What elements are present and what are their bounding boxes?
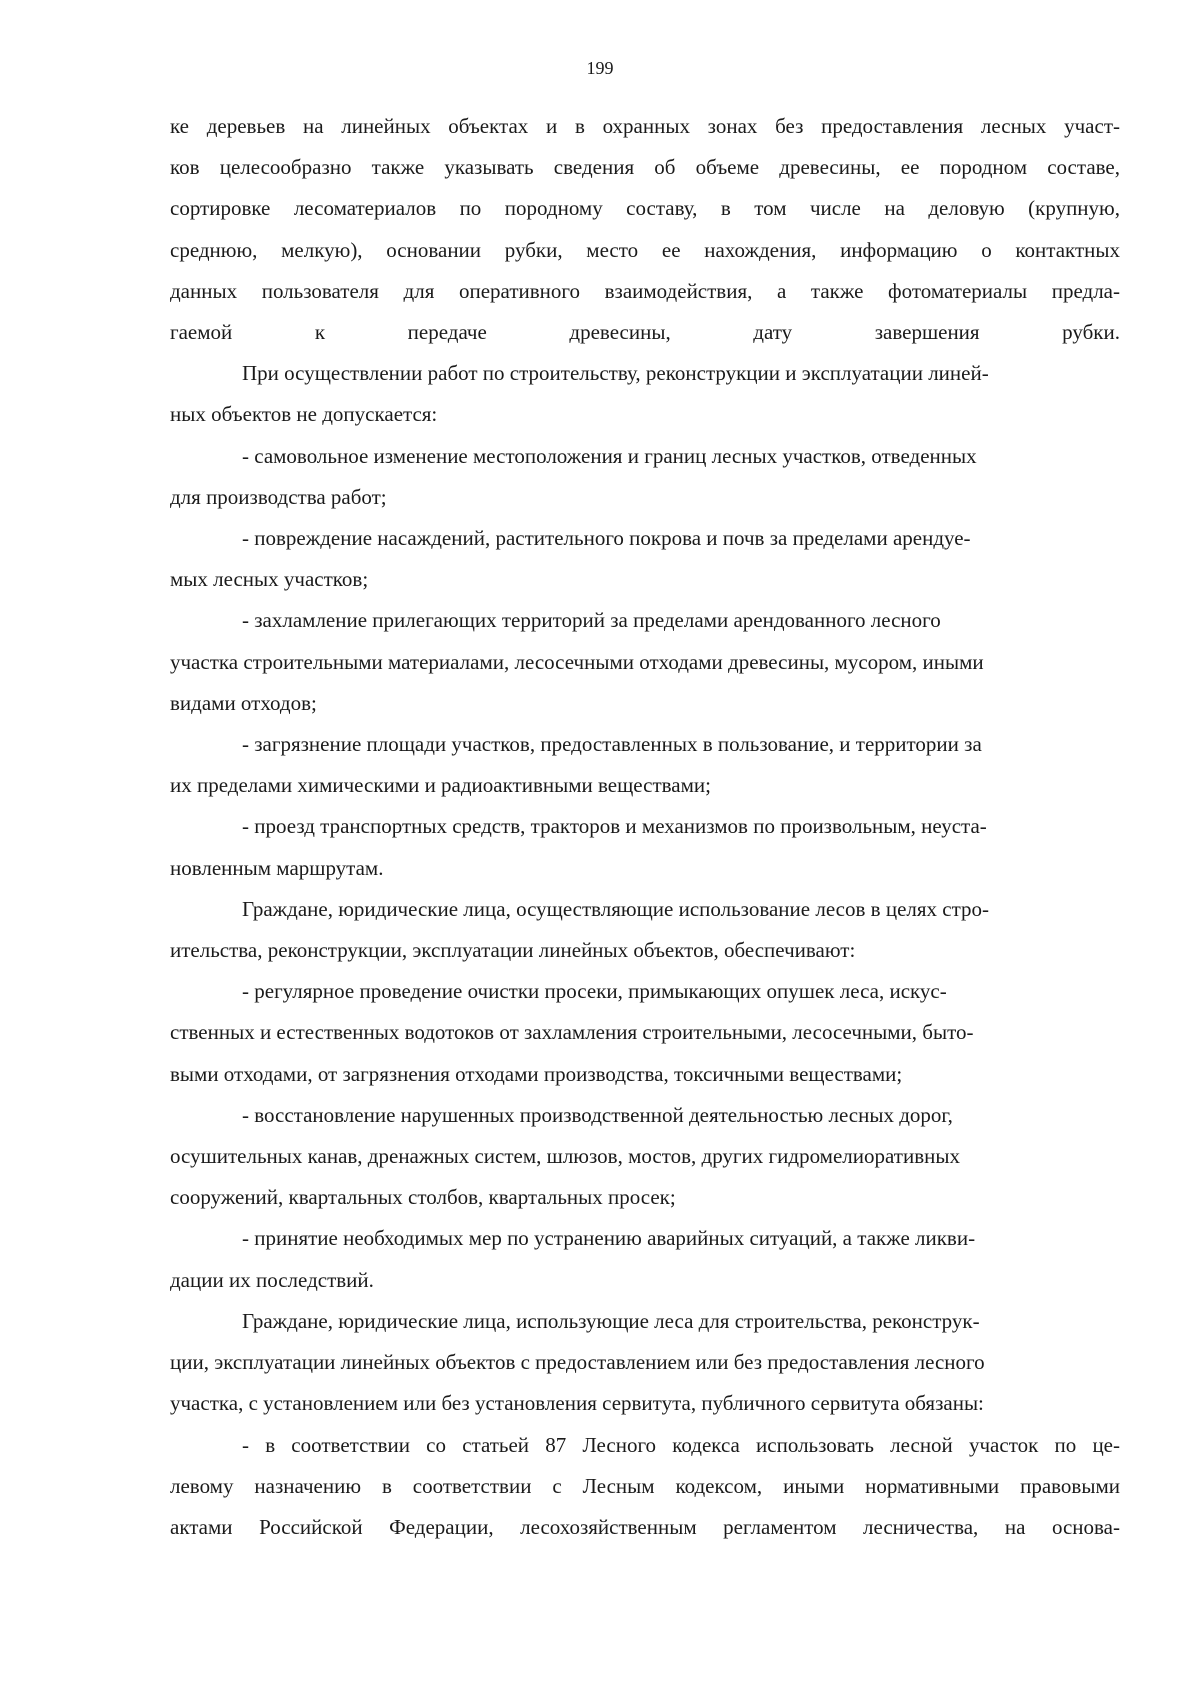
list-item: - повреждение насаждений, растительного покрова и почв за пределами арендуе- мых лесных участков; [170,526,971,592]
list-item: - регулярное проведение очистки просеки, примыкающих опушек леса, искус- ственных и естественных водотоков от захламления строительными, лесосечными, быто- выми отходами, от загрязнения отходами производства, токсичными веществами; [170,979,974,1086]
list-item: - восстановление нарушенных производственной деятельностью лесных дорог, осушительных канав, дренажных систем, шлюзов, мостов, других гидромелиоративных сооружений, квартальных столбов, квартальных просек; [170,1102,960,1210]
list-item: - самовольное изменение местоположения и границ лесных участков, отведенных для производства работ; [170,443,977,509]
paragraph: Граждане, юридические лица, использующие леса для строительства, реконструк- ции, эксплуатации линейных объектов с предоставлением или без предоставления лесного участка, с установлением или без установления сервитута, публичного сервитута обязаны: [170,1308,985,1416]
paragraph: ке деревьев на линейных объектах и в охранных зонах без предоставления лесных участ- ков целесообразно также указывать сведения об объеме древесины, ее породном составе, сортировке лесоматериалов по породному составу, в том числе на деловую (крупную, среднюю, мелкую), основании рубки, место ее нахождения, информацию о контактных данных пользователя для оперативного взаимодействия, а также фотоматериалы предла- гаемой к передаче древесины, дату завершения рубки. [170,114,1120,345]
document-body [170,106,1120,1548]
list-item: - в соответствии со статьей 87 Лесного кодекса использовать лесной участок по це- левому назначению в соответствии с Лесным кодексом, иными нормативными правовыми актами Российской Федерации, лесохозяйственным регламентом лесничества, на основа- [170,1432,1120,1539]
paragraph: Граждане, юридические лица, осуществляющие использование лесов в целях стро- ительства, реконструкции, эксплуатации линейных объектов, обеспечивают: [170,896,990,963]
list-item: - проезд транспортных средств, тракторов и механизмов по произвольным, неуста- новленным маршрутам. [170,814,987,880]
list-item: - захламление прилегающих территорий за пределами арендованного лесного участка строительными материалами, лесосечными отходами древесины, мусором, иными видами отходов; [170,608,984,715]
page-number: 199 [586,58,614,78]
list-item: - принятие необходимых мер по устранению аварийных ситуаций, а также ликви- дации их последствий. [170,1226,976,1292]
list-item: - загрязнение площади участков, предоставленных в пользование, и территории за их пределами химическими и радиоактивными веществами; [170,732,982,798]
paragraph: При осуществлении работ по строительству, реконструкции и эксплуатации линей- ных объектов не допускается: [170,361,989,427]
